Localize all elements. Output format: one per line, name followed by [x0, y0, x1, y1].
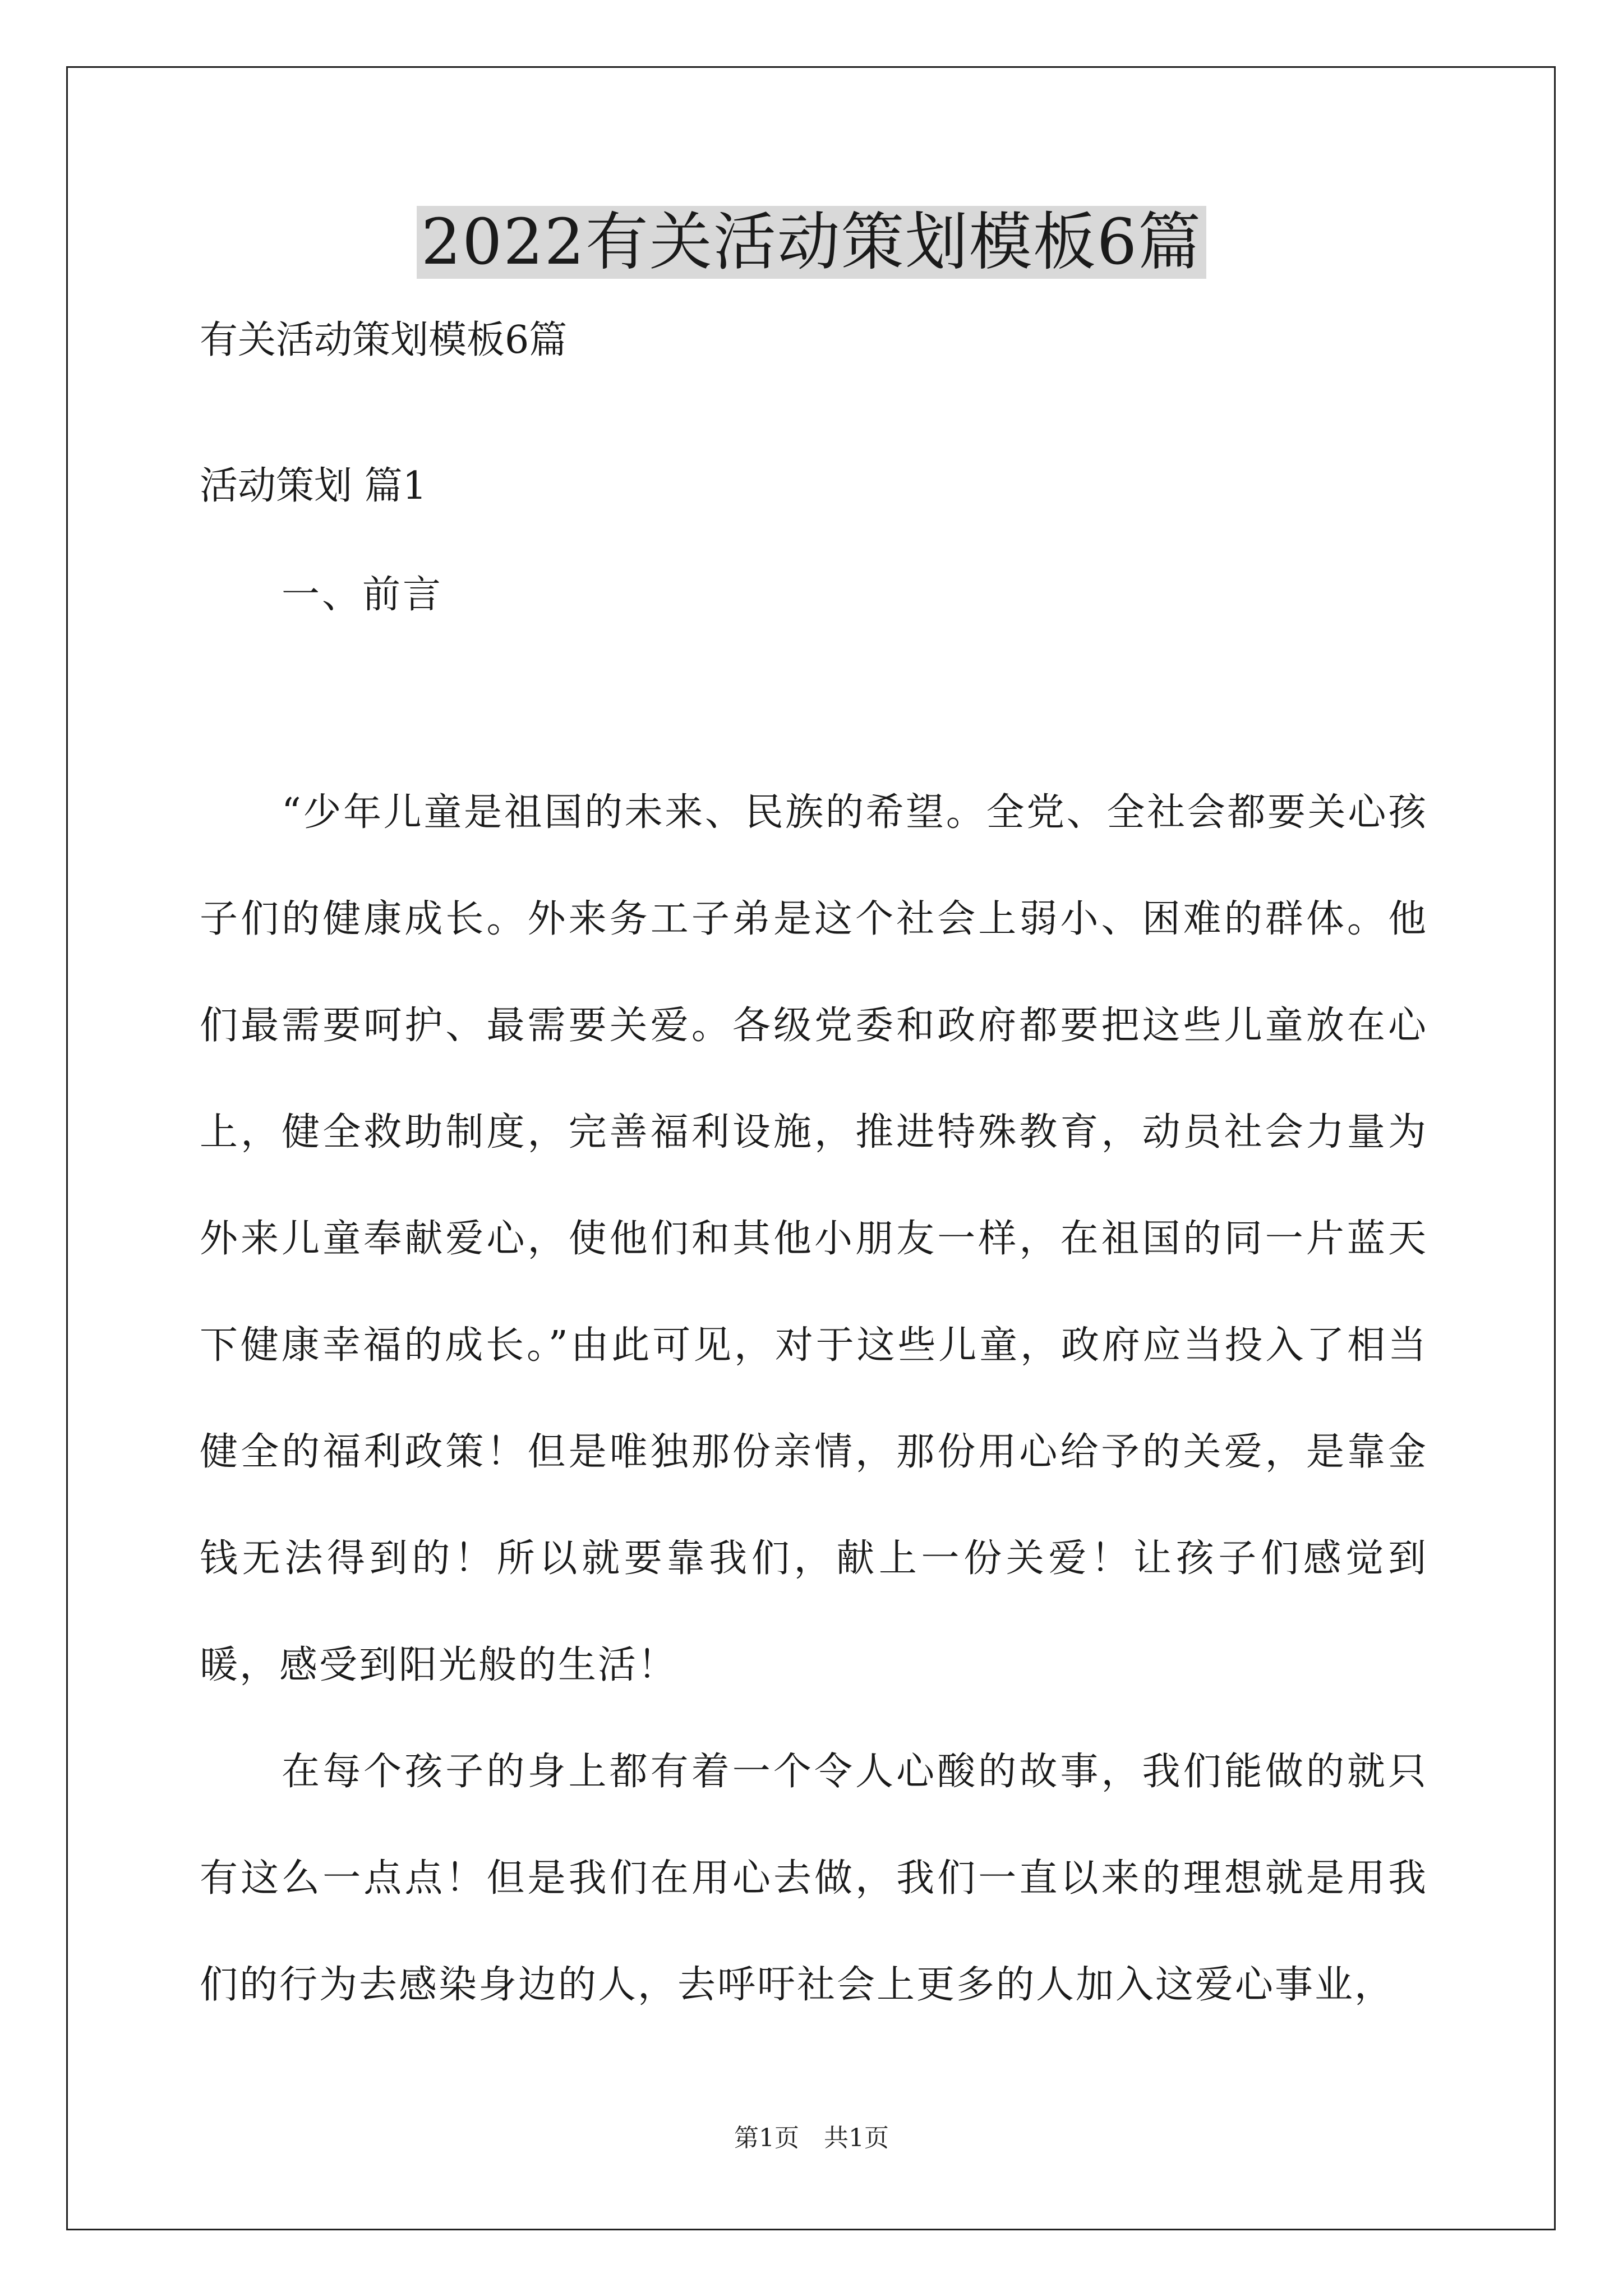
- document-title-text: 2022有关活动策划模板6篇: [417, 206, 1206, 279]
- paragraph-2: 在每个孩子的身上都有着一个令人心酸的故事，我们能做的就只有这么一点点！但是我们在用心去做，我们一直以来的理想就是用我们的行为去感染身边的人，去呼吁社会上更多的人加入这爱心事业，: [200, 1750, 1428, 2007]
- document-subtitle: 有关活动策划模板6篇: [200, 318, 568, 362]
- page-footer: 第1页 共1页: [734, 2124, 889, 2152]
- paragraph-1: “少年儿童是祖国的未来、民族的希望。全党、全社会都要关心孩子们的健康成长。外来务工子弟是这个社会上弱小、困难的群体。他们最需要呵护、最需要关爱。各级党委和政府都要把这些儿童放在心上，健全救助制度，完善福利设施，推进特殊教育，动员社会力量为外来儿童奉献爱心，使他们和其他小朋友一样，在祖国的同一片蓝天下健康幸福的成长。”由此可见，对于这些儿童，政府应当投入了相当健全的福利政策！但是唯独那份亲情，那份用心给予的关爱，是靠金钱无法得到的！所以就要靠我们，献上一份关爱！让孩子们感觉到暖，感受到阳光般的生活！: [200, 790, 1428, 1687]
- section-heading: 一、前言: [282, 573, 444, 617]
- section-label: 活动策划 篇1: [200, 464, 427, 508]
- document-title: [0, 203, 1623, 282]
- body-text: [200, 760, 1428, 2039]
